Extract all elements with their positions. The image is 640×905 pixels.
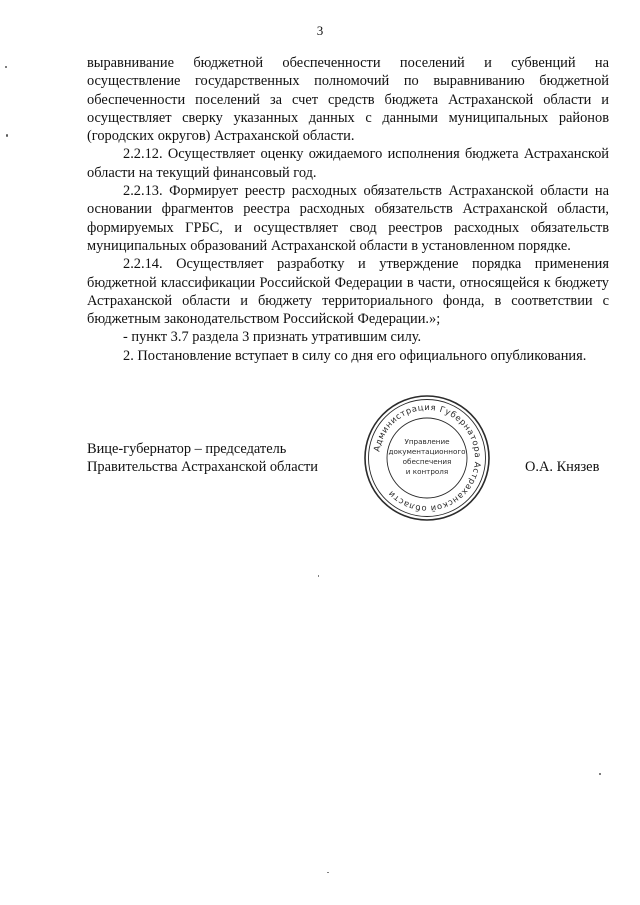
scan-speck [327, 872, 329, 873]
stamp-center-line-1: Управление [404, 437, 450, 446]
item-2-2-14: 2.2.14. Осуществляет разработку и утверждение порядка применения бюджетной классификации Российской Федерации в части, относящейся к бюджету Астраханской области и бюджету территориального фонда, в соответствии с бюджетным законодательством Российской Федерации.»; [87, 256, 609, 328]
paragraph-continuation: выравнивание бюджетной обеспеченности поселений и субвенций на осуществление государственных полномочий по выравниванию бюджетной обеспеченности поселений за счет средств бюджета Астраханской области и осуществляет сверку указанных данных с данными муниципальных районов (городских округов) Астраханской области. [87, 55, 609, 145]
signature-position [87, 440, 318, 477]
page-number: 3 [316, 23, 324, 38]
item-2-2-13: 2.2.13. Формирует реестр расходных обязательств Астраханской области на основании фрагментов реестра расходных обязательств Астраханской области, формируемых ГРБС, и осуществляет свод реестров расходных обязательств муниципальных образований Астраханской области в установленном порядке. [87, 183, 609, 254]
signer-name: О.А. Князев [525, 459, 600, 475]
scan-speck [6, 134, 8, 137]
stamp-center-line-4: и контроля [405, 467, 449, 476]
stamp-center-line-3: обеспечения [402, 457, 452, 466]
scan-speck [5, 66, 7, 68]
position-line-2: Правительства Астраханской области [87, 459, 318, 476]
dash-item-clause-3-7: - пункт 3.7 раздела 3 признать утратившим силу. [123, 329, 422, 346]
scan-speck [599, 773, 601, 775]
stamp-ring-text: Администрация Губернатора Астраханской области [371, 401, 484, 515]
position-line-1: Вице-губернатор – председатель [87, 441, 287, 457]
scan-speck [318, 575, 319, 577]
item-2-2-12: 2.2.12. Осуществляет оценку ожидаемого исполнения бюджета Астраханской области на текущий финансовый год. [87, 146, 609, 181]
official-stamp [362, 393, 492, 523]
item-2-effective-date: 2. Постановление вступает в силу со дня его официального опубликования. [123, 347, 587, 364]
document-body [87, 54, 609, 365]
stamp-center-line-2: документационного [388, 447, 466, 456]
